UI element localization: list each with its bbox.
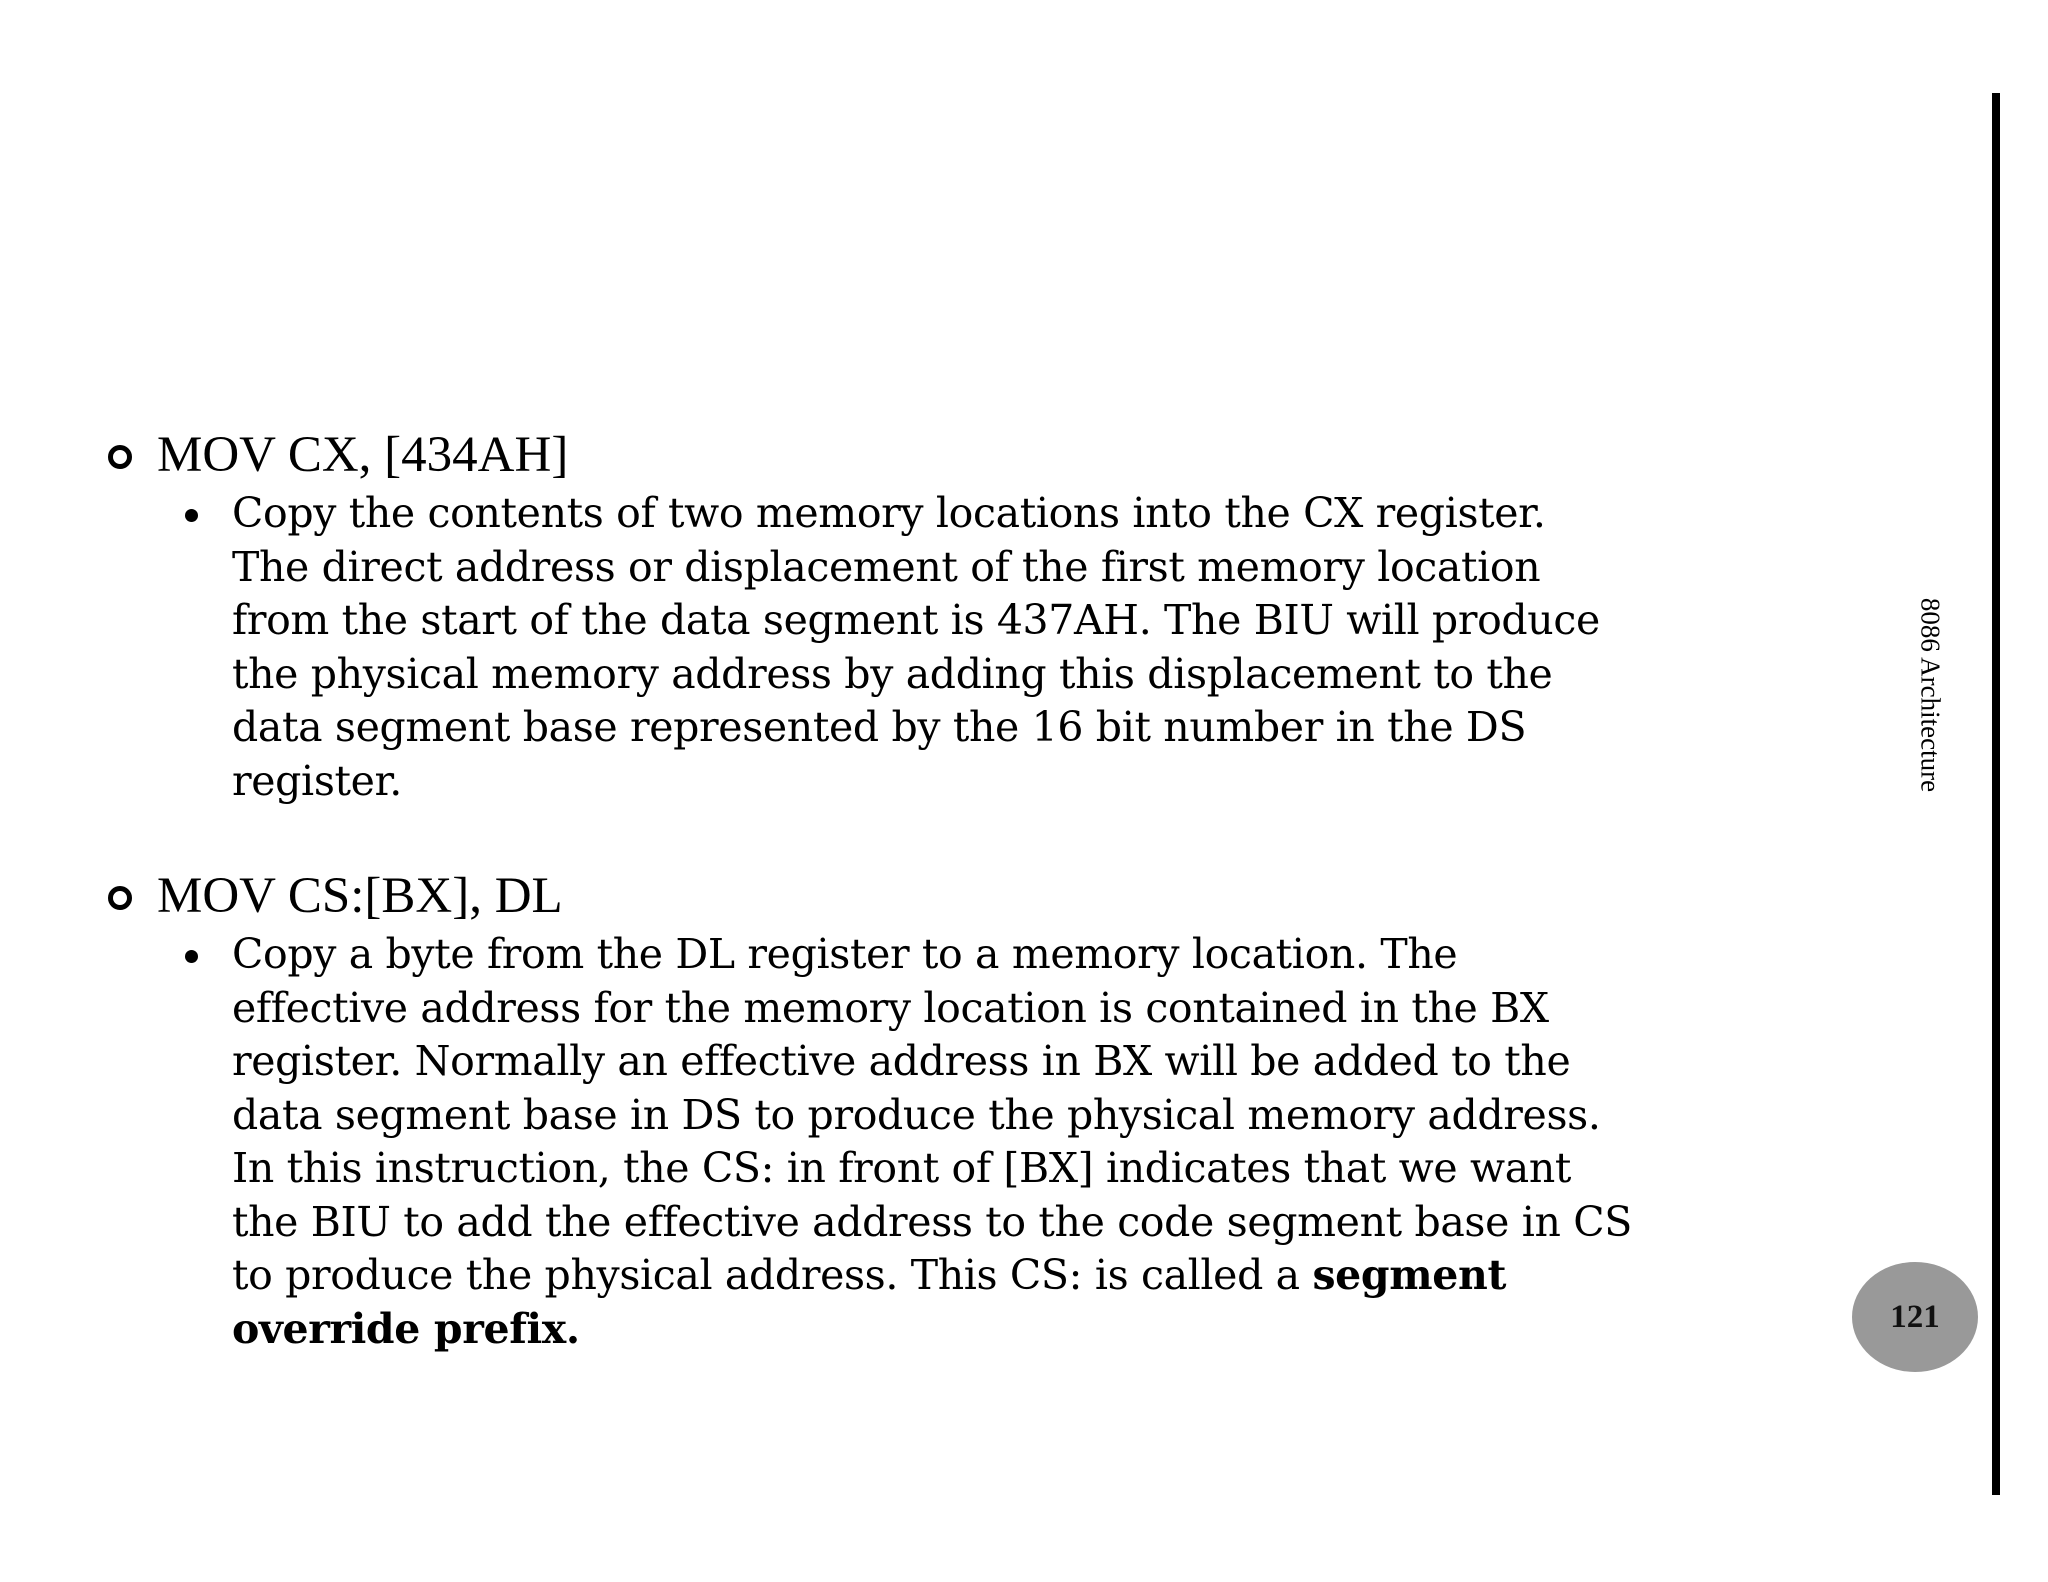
bullet-item-mov-cs — [102, 866, 1802, 926]
hollow-circle-bullet-icon — [108, 445, 132, 469]
sub-list — [102, 487, 1802, 808]
hollow-circle-bullet-icon — [108, 886, 132, 910]
page-number: 121 — [1890, 1298, 1940, 1335]
sub-bullet-item — [232, 928, 1802, 1356]
bullet-item-mov-cx — [102, 425, 1802, 485]
sub-bullet-item — [232, 487, 1802, 808]
filled-dot-bullet-icon — [185, 509, 198, 522]
vertical-divider-rule — [1992, 93, 2000, 1495]
filled-dot-bullet-icon — [185, 950, 198, 963]
slide-content — [102, 425, 1802, 1356]
segment-override-prefix-term: segment override prefix. — [232, 1251, 1507, 1353]
vertical-section-title: 8086 Architecture — [1915, 597, 1946, 793]
instruction-heading: MOV CS:[BX], DL — [157, 868, 563, 924]
sub-list — [102, 928, 1802, 1356]
page-number-badge — [1852, 1262, 1978, 1372]
instruction-description: Copy the contents of two memory locations into the CX register. The direct address or displacement of the first memory location from the start of the data segment is 437AH. The BIU will produce the physical memory address by adding this displacement to the data segment base represented by the 16 bit number in the DS register. — [232, 489, 1600, 805]
instruction-description: Copy a byte from the DL register to a memory location. The effective address for the memory location is contained in the BX register. Normally an effective address in BX will be added to the data segment base in DS to produce the physical memory address. In this instruction, the CS: in front of [BX] indicates that we want the BIU to add the effective address to the code segment base in CS to produce the physical address. This CS: is called a — [232, 930, 1632, 1299]
instruction-heading: MOV CX, [434AH] — [157, 427, 569, 483]
